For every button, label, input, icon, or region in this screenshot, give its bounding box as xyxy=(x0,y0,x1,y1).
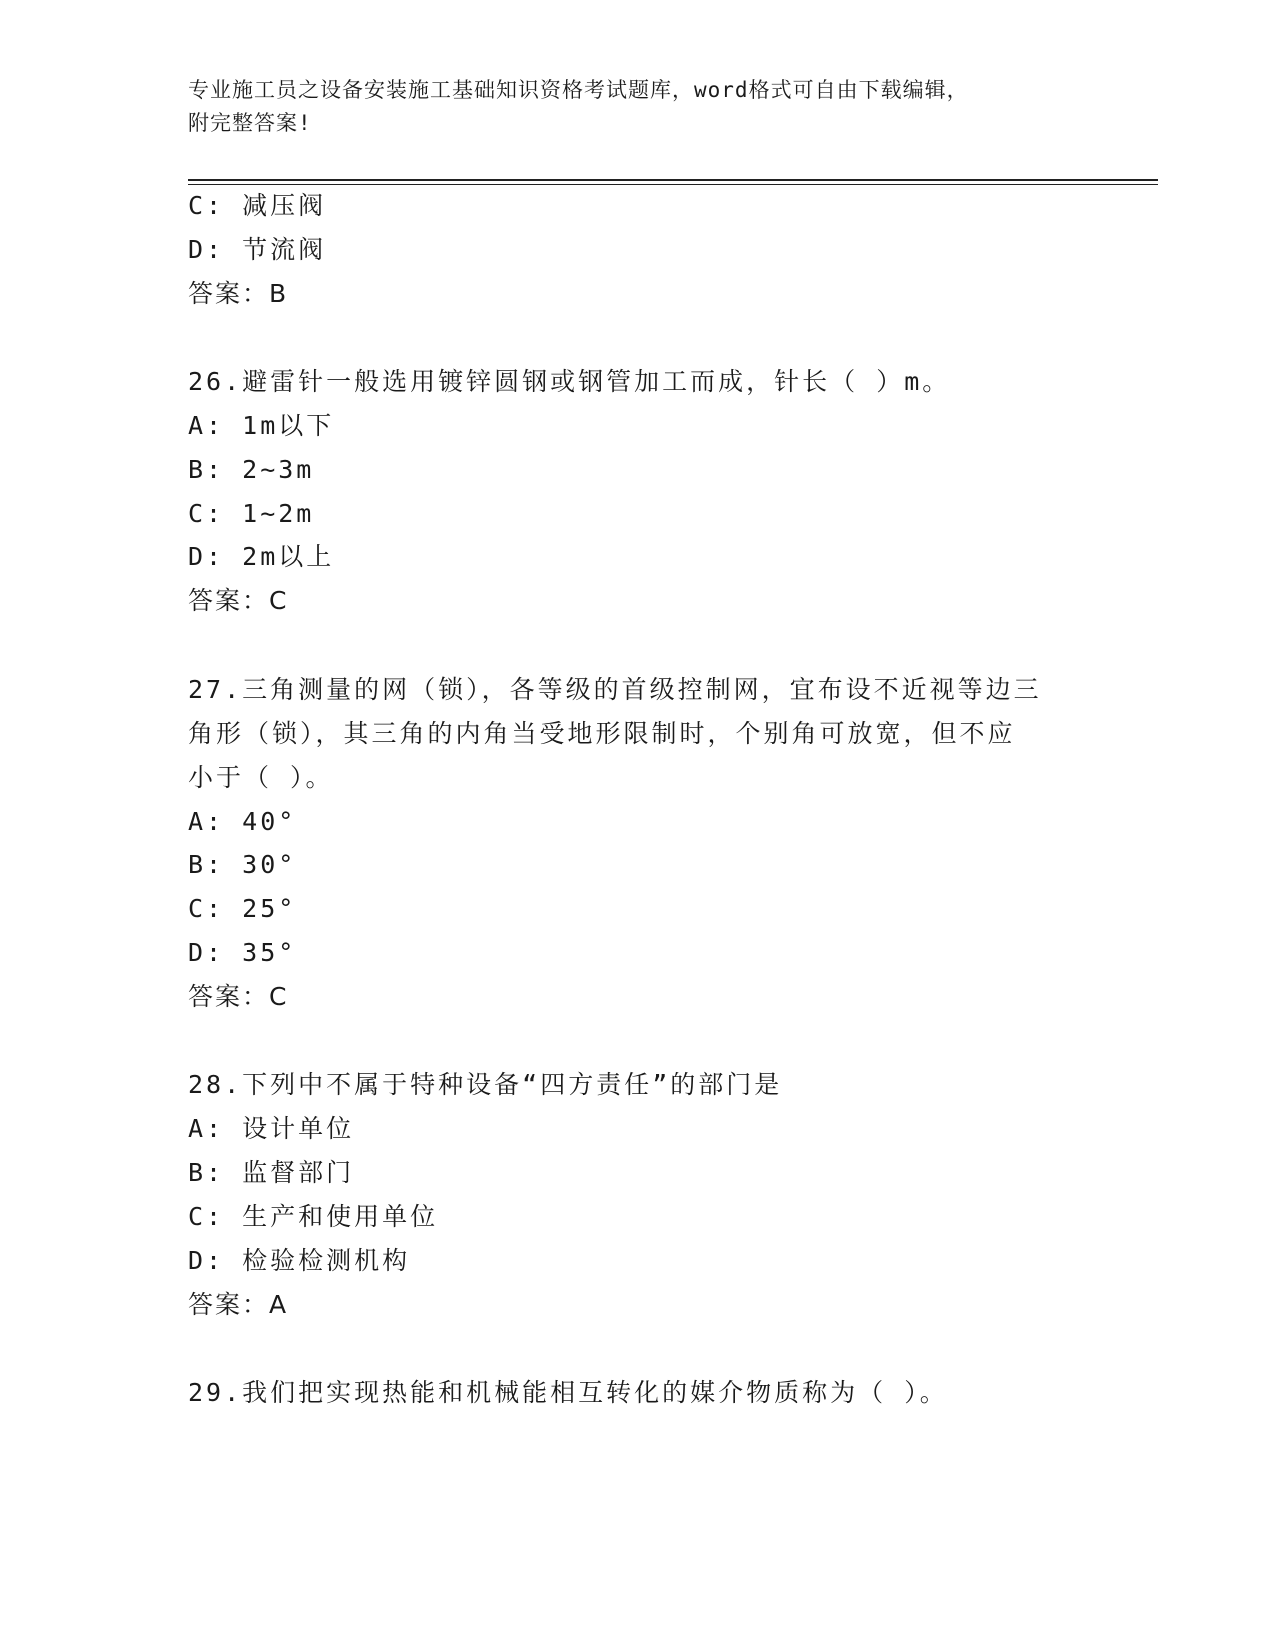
q25-option-c: C: 减压阀 xyxy=(188,191,327,220)
q26-option-c: C: 1~2m xyxy=(188,499,315,528)
q28-option-a: A: 设计单位 xyxy=(188,1114,355,1143)
q27-option-d: D: 35° xyxy=(188,938,297,967)
q28-option-b: B: 监督部门 xyxy=(188,1158,355,1187)
header-divider-thick xyxy=(188,179,1158,181)
q29-stem: 29.我们把实现热能和机械能相互转化的媒介物质称为（ ）。 xyxy=(188,1378,948,1407)
q28-option-d: D: 检验检测机构 xyxy=(188,1246,411,1275)
header-divider-thin xyxy=(188,184,1158,185)
q27-option-b: B: 30° xyxy=(188,850,297,879)
q28-answer: 答案：A xyxy=(188,1290,289,1319)
q27-stem-line-3: 小于（ ）。 xyxy=(188,763,334,792)
q26-option-a: A: 1m以下 xyxy=(188,411,335,440)
q27-stem-line-2: 角形（锁），其三角的内角当受地形限制时，个别角可放宽，但不应 xyxy=(188,719,1016,748)
q27-stem-line-1: 27.三角测量的网（锁），各等级的首级控制网，宜布设不近视等边三 xyxy=(188,675,1042,704)
q25-answer: 答案：B xyxy=(188,279,289,308)
q27-option-c: C: 25° xyxy=(188,894,297,923)
q26-option-d: D: 2m以上 xyxy=(188,542,335,571)
document-header xyxy=(188,74,1088,140)
q27-option-a: A: 40° xyxy=(188,807,297,836)
q27-answer: 答案：C xyxy=(188,982,289,1011)
q28-option-c: C: 生产和使用单位 xyxy=(188,1202,439,1231)
q26-answer: 答案：C xyxy=(188,586,289,615)
q25-option-d: D: 节流阀 xyxy=(188,235,327,264)
q28-stem: 28.下列中不属于特种设备“四方责任”的部门是 xyxy=(188,1070,783,1099)
q26-option-b: B: 2~3m xyxy=(188,455,315,484)
header-line-1: 专业施工员之设备安装施工基础知识资格考试题库，word格式可自由下载编辑， xyxy=(188,78,969,102)
q26-stem: 26.避雷针一般选用镀锌圆钢或钢管加工而成，针长（ ）m。 xyxy=(188,367,951,396)
header-line-2: 附完整答案! xyxy=(188,111,312,135)
